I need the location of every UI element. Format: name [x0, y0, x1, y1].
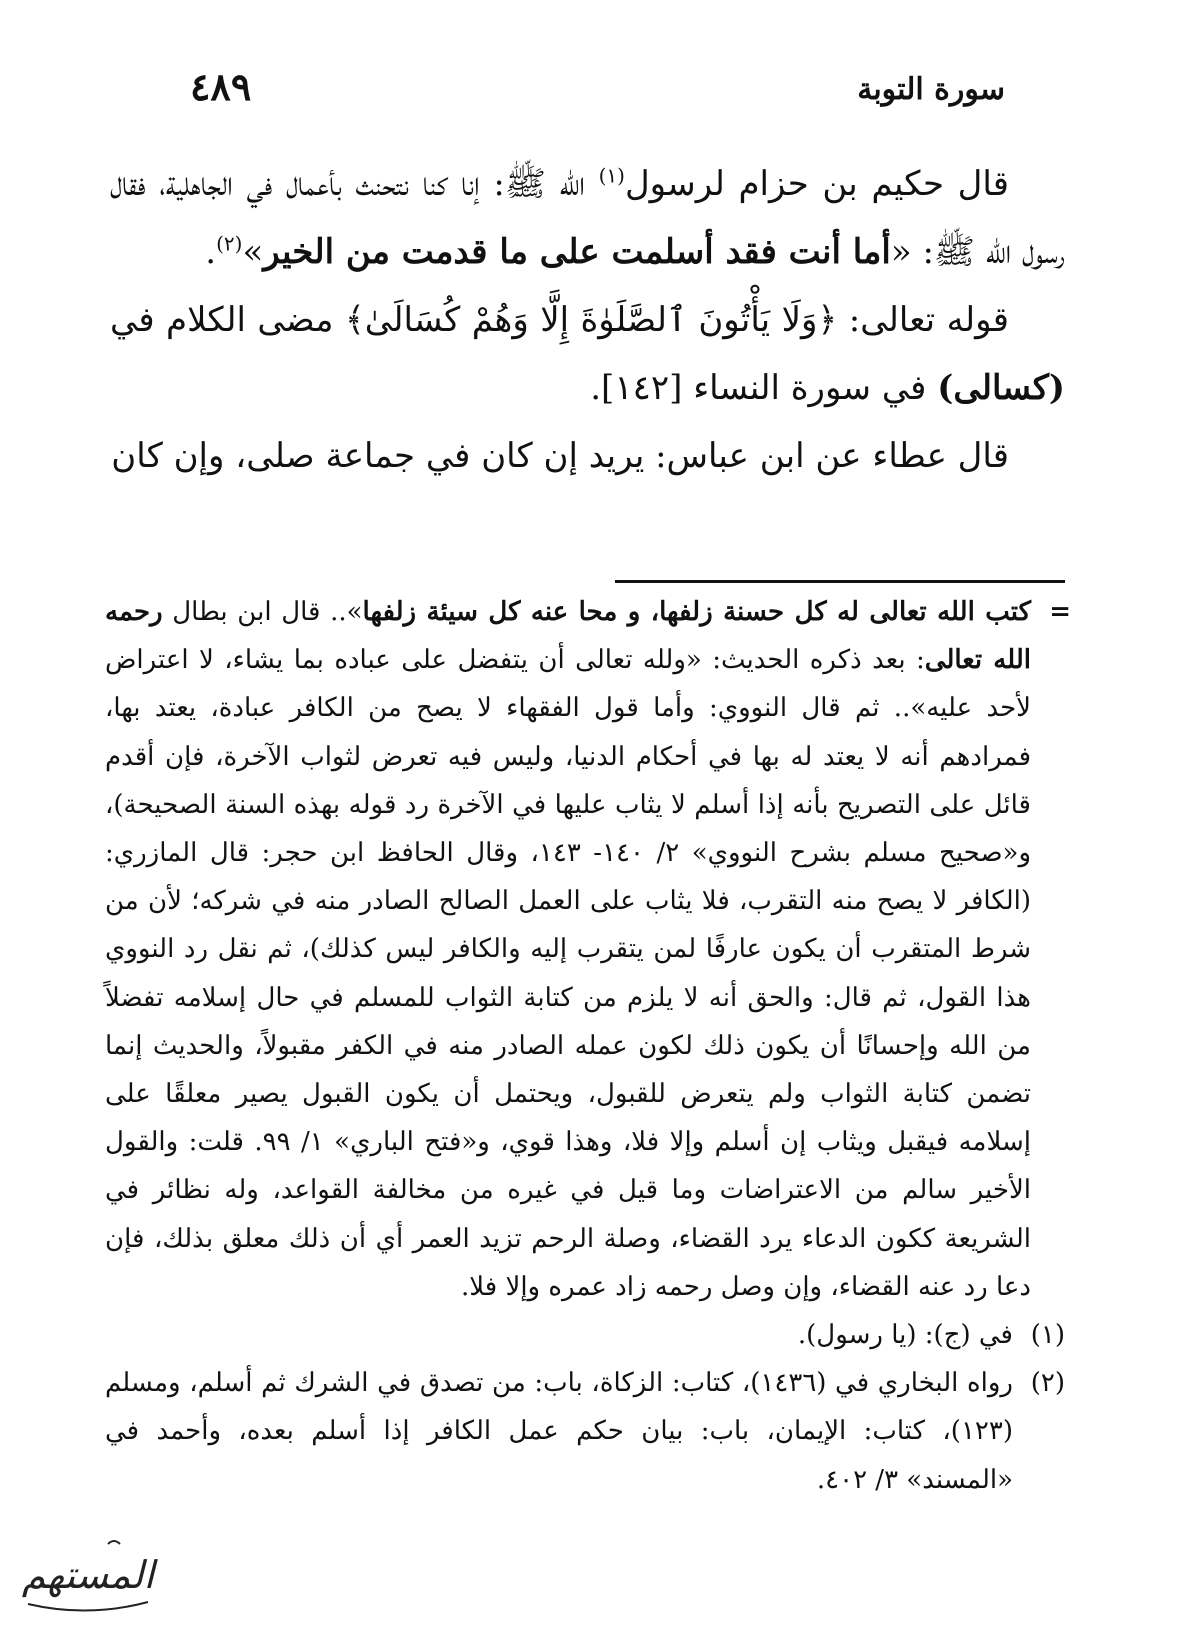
text-run: قال حكيم بن حزام لرسول — [624, 164, 1009, 204]
bold-run: رحمه الله تعالى — [105, 597, 1031, 676]
footnote-continuation-text — [105, 588, 1031, 1311]
stamp-logo-text: المستهم — [21, 1553, 155, 1597]
footnote-ref-1: (١) — [598, 163, 625, 188]
footnote-ref-2: (٢) — [216, 231, 243, 256]
term-bold: (كسالى) — [937, 368, 1065, 408]
text-run: ﴾ مضى الكلام في — [110, 300, 365, 340]
main-text — [110, 150, 1065, 490]
footnote-1 — [105, 1311, 1065, 1359]
hadith-quote: أما أنت فقد أسلمت على ما قدمت من الخير — [263, 232, 891, 272]
footnote-continuation — [105, 588, 1071, 1311]
main-paragraph-2 — [110, 286, 1065, 422]
library-stamp-logo — [8, 1532, 168, 1622]
continuation-marker: = — [1049, 597, 1071, 627]
bold-run: كتب الله تعالى له كل حسنة زلفها، و محا عنه كل سيئة زلفها — [362, 597, 1031, 627]
footnotes — [105, 588, 1071, 1504]
footnote-number: (٢) — [1030, 1368, 1065, 1399]
page-header — [190, 64, 1005, 124]
text-run: . — [205, 232, 217, 272]
text-run: الله ﷺ: إنا كنا نتحنث بأعمال في الجاهلية، فقال رسول الله ﷺ: « — [110, 164, 1065, 272]
footnote-text: رواه البخاري في (١٤٣٦)، كتاب: الزكاة، باب: من تصدق في الشرك ثم أسلم، ومسلم (١٢٣)، كتاب: الإيمان، باب: بيان حكم عمل الكافر إذا أسلم بعده، وأحمد في «المسند» ٣/ ٤٠٢. — [105, 1368, 1013, 1495]
text-run: ».. قال ابن بطال — [162, 597, 363, 627]
running-header-title: سورة التوبة — [857, 72, 1005, 107]
footnote-text: في (ج): (يا رسول). — [797, 1320, 1013, 1351]
footnote-2 — [105, 1359, 1065, 1504]
main-paragraph-1 — [110, 150, 1065, 286]
text-run: قوله تعالى: ﴿ — [817, 300, 1009, 340]
footnote-divider — [615, 580, 1065, 583]
text-run: » — [242, 232, 264, 272]
page-number: ٤٨٩ — [190, 64, 252, 109]
main-paragraph-3: قال عطاء عن ابن عباس: يريد إن كان في جماعة صلى، وإن كان — [111, 436, 1009, 476]
text-run: : بعد ذكره الحديث: «ولله تعالى أن يتفضل على عباده بما يشاء، لا اعتراض لأحد عليه».. ثم قال النووي: وأما قول الفقهاء لا يصح من الكافر عبادة، يعتد بها، فمرادهم أنه لا يعتد له بها في أحكام الدنيا، وليس فيه تعرض لثواب الآخرة، فإن أقدم قائل على التصريح بأنه إذا أسلم لا يثاب عليها في الآخرة رد قوله بهذه السنة الصحيحة)، و«صحيح مسلم بشرح النووي» ٢/ ١٤٠- ١٤٣، وقال الحافظ ابن حجر: قال المازري: (الكافر لا يصح منه التقرب، فلا يثاب على العمل الصالح الصادر منه في شركه؛ لأن من شرط المتقرب أن يكون عارفًا لمن يتقرب إليه والكافر ليس كذلك)، ثم نقل رد النووي هذا القول، ثم قال: والحق أنه لا يلزم من كتابة الثواب للمسلم في حال إسلامه تفضلاً من الله وإحسانًا أن يكون ذلك لكون عمله الصادر منه في الكفر مقبولاً، والحديث إنما تضمن كتابة الثواب ولم يتعرض للقبول، ويحتمل أن يكون القبول يصير معلقًا على إسلامه فيقبل ويثاب إن أسلم وإلا فلا، وهذا قوي، و«فتح الباري» ١/ ٩٩. قلت: والقول الأخير سالم من الاعتراضات وما قيل في غيره من مخالفة القواعد، وله نظائر في الشريعة ككون الدعاء يرد القضاء، وصلة الرحم تزيد العمر أي أن ذلك معلق بذلك، فإن دعا رد عنه القضاء، وإن وصل رحمه زاد عمره وإلا فلا. — [105, 645, 1032, 1302]
text-run: في سورة النساء [١٤٢]. — [590, 368, 938, 408]
quran-verse: وَلَا يَأْتُونَ ٱلصَّلَوٰةَ إِلَّا وَهُمْ كُسَالَىٰ — [364, 300, 818, 340]
footnote-number: (١) — [1030, 1320, 1065, 1351]
